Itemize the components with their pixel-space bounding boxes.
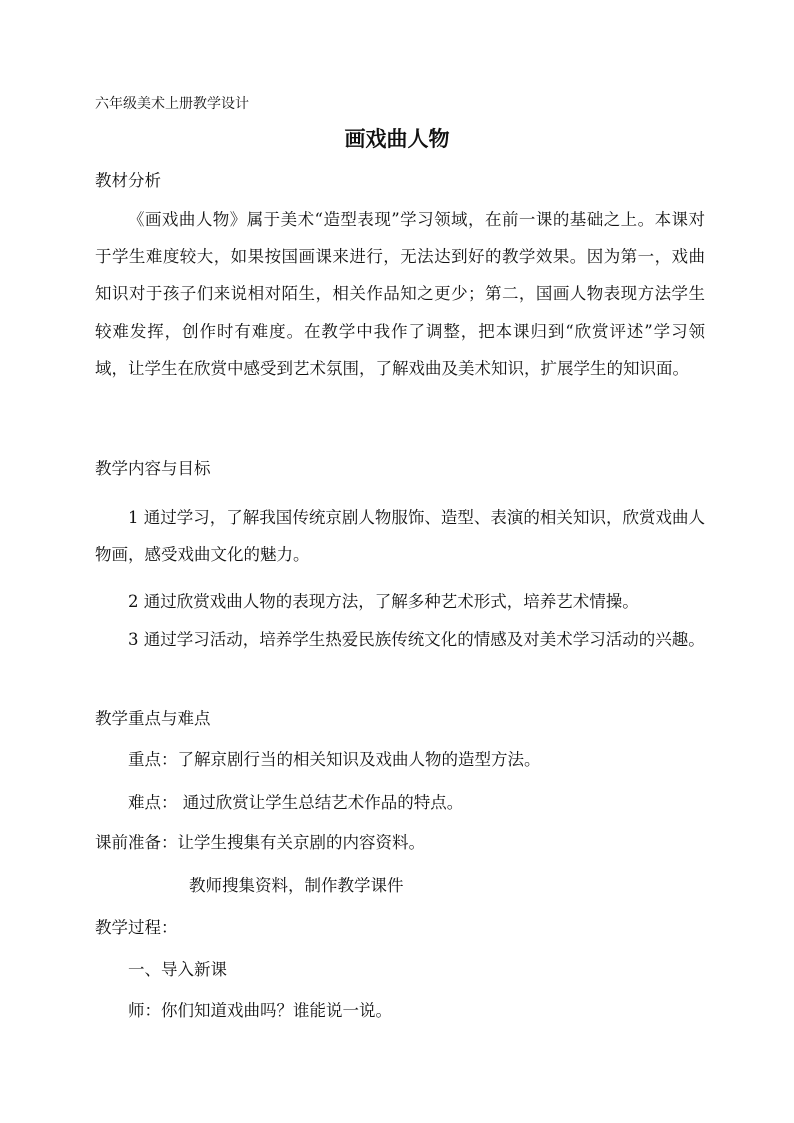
key-point-difficulty: 难点： 通过欣赏让学生总结艺术作品的特点。: [128, 793, 464, 812]
goal-item-3: 3 通过学习活动，培养学生热爱民族传统文化的情感及对美术学习活动的兴趣。: [128, 630, 705, 649]
goal-item-2: 2 通过欣赏戏曲人物的表现方法，了解多种艺术形式，培养艺术情操。: [128, 592, 639, 611]
preparation-line-1: 课前准备：让学生搜集有关京剧的内容资料。: [95, 833, 425, 852]
document-title: 画戏曲人物: [344, 126, 450, 151]
process-dialogue: 师：你们知道戏曲吗？谁能说一说。: [128, 1001, 392, 1020]
document-header: 六年级美术上册教学设计: [95, 96, 249, 112]
preparation-line-2: 教师搜集资料，制作教学课件: [189, 876, 404, 895]
section-heading-process: 教学过程：: [95, 918, 178, 937]
analysis-paragraph: 《画戏曲人物》属于美术“造型表现”学习领域，在前一课的基础之上。本课对于学生难度较大，如果按国画课来进行，无法达到好的教学效果。因为第一，戏曲知识对于孩子们来说相对陌生，相关作品知之更少；第二，国画人物表现方法学生较难发挥，创作时有难度。在教学中我作了调整，把本课归到“欣赏评述”学习领域，让学生在欣赏中感受到艺术氛围，了解戏曲及美术知识，扩展学生的知识面。: [95, 210, 705, 378]
goal-item-1: 1 通过学习，了解我国传统京剧人物服饰、造型、表演的相关知识，欣赏戏曲人物画，感受戏曲文化的魅力。: [95, 508, 705, 565]
key-point-focus: 重点：了解京剧行当的相关知识及戏曲人物的造型方法。: [128, 750, 541, 769]
section-heading-analysis: 教材分析: [95, 171, 161, 190]
section-heading-goals: 教学内容与目标: [95, 459, 211, 478]
section-heading-key-points: 教学重点与难点: [95, 709, 211, 728]
process-step-1: 一、导入新课: [128, 960, 227, 979]
